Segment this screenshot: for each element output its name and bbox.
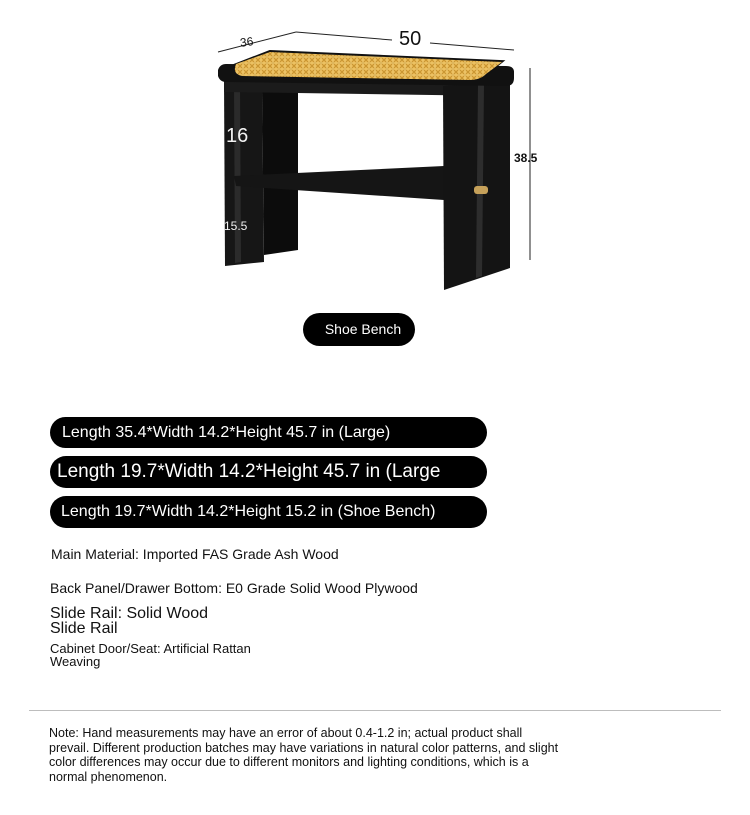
product-badge-label: Shoe Bench — [324, 321, 402, 337]
spec-slide-rail-line1: Slide Rail: Solid Wood — [50, 605, 209, 622]
dimension-height: 38.5 — [514, 151, 538, 165]
product-badge — [303, 313, 415, 346]
dimension-depth: 36 — [239, 34, 255, 50]
size-option-shoe-bench: Length 19.7*Width 14.2*Height 15.2 in (Shoe Bench) — [50, 496, 487, 528]
spec-back-panel: Back Panel/Drawer Bottom: E0 Grade Solid Wood Plywood — [50, 580, 418, 596]
dimension-upper-gap: 16 — [226, 125, 249, 147]
dimension-width: 50 — [399, 28, 422, 50]
shoe-bench-illustration — [0, 0, 750, 310]
size-option-large-35: Length 35.4*Width 14.2*Height 45.7 in (Large) — [50, 417, 487, 448]
size-option-large-19: Length 19.7*Width 14.2*Height 45.7 in (Large — [50, 456, 487, 488]
spec-cabinet-line2: Weaving — [50, 654, 101, 669]
divider — [29, 710, 721, 711]
spec-cabinet — [50, 642, 251, 668]
note-text: Note: Hand measurements may have an error of about 0.4-1.2 in; actual product shall prevail. Different production batches may have variations in natural color patterns, and slight color differences may occur due to different monitors and lighting conditions, which is a normal phenomenon. — [49, 726, 559, 784]
spec-main-material: Main Material: Imported FAS Grade Ash Wood — [51, 546, 339, 562]
dimension-lower-gap: 15.5 — [224, 219, 248, 233]
spec-cabinet-line1: Cabinet Door/Seat: Artificial Rattan — [50, 641, 251, 656]
spec-slide-rail — [50, 606, 208, 636]
spec-slide-rail-line2: Slide Rail — [50, 620, 118, 637]
